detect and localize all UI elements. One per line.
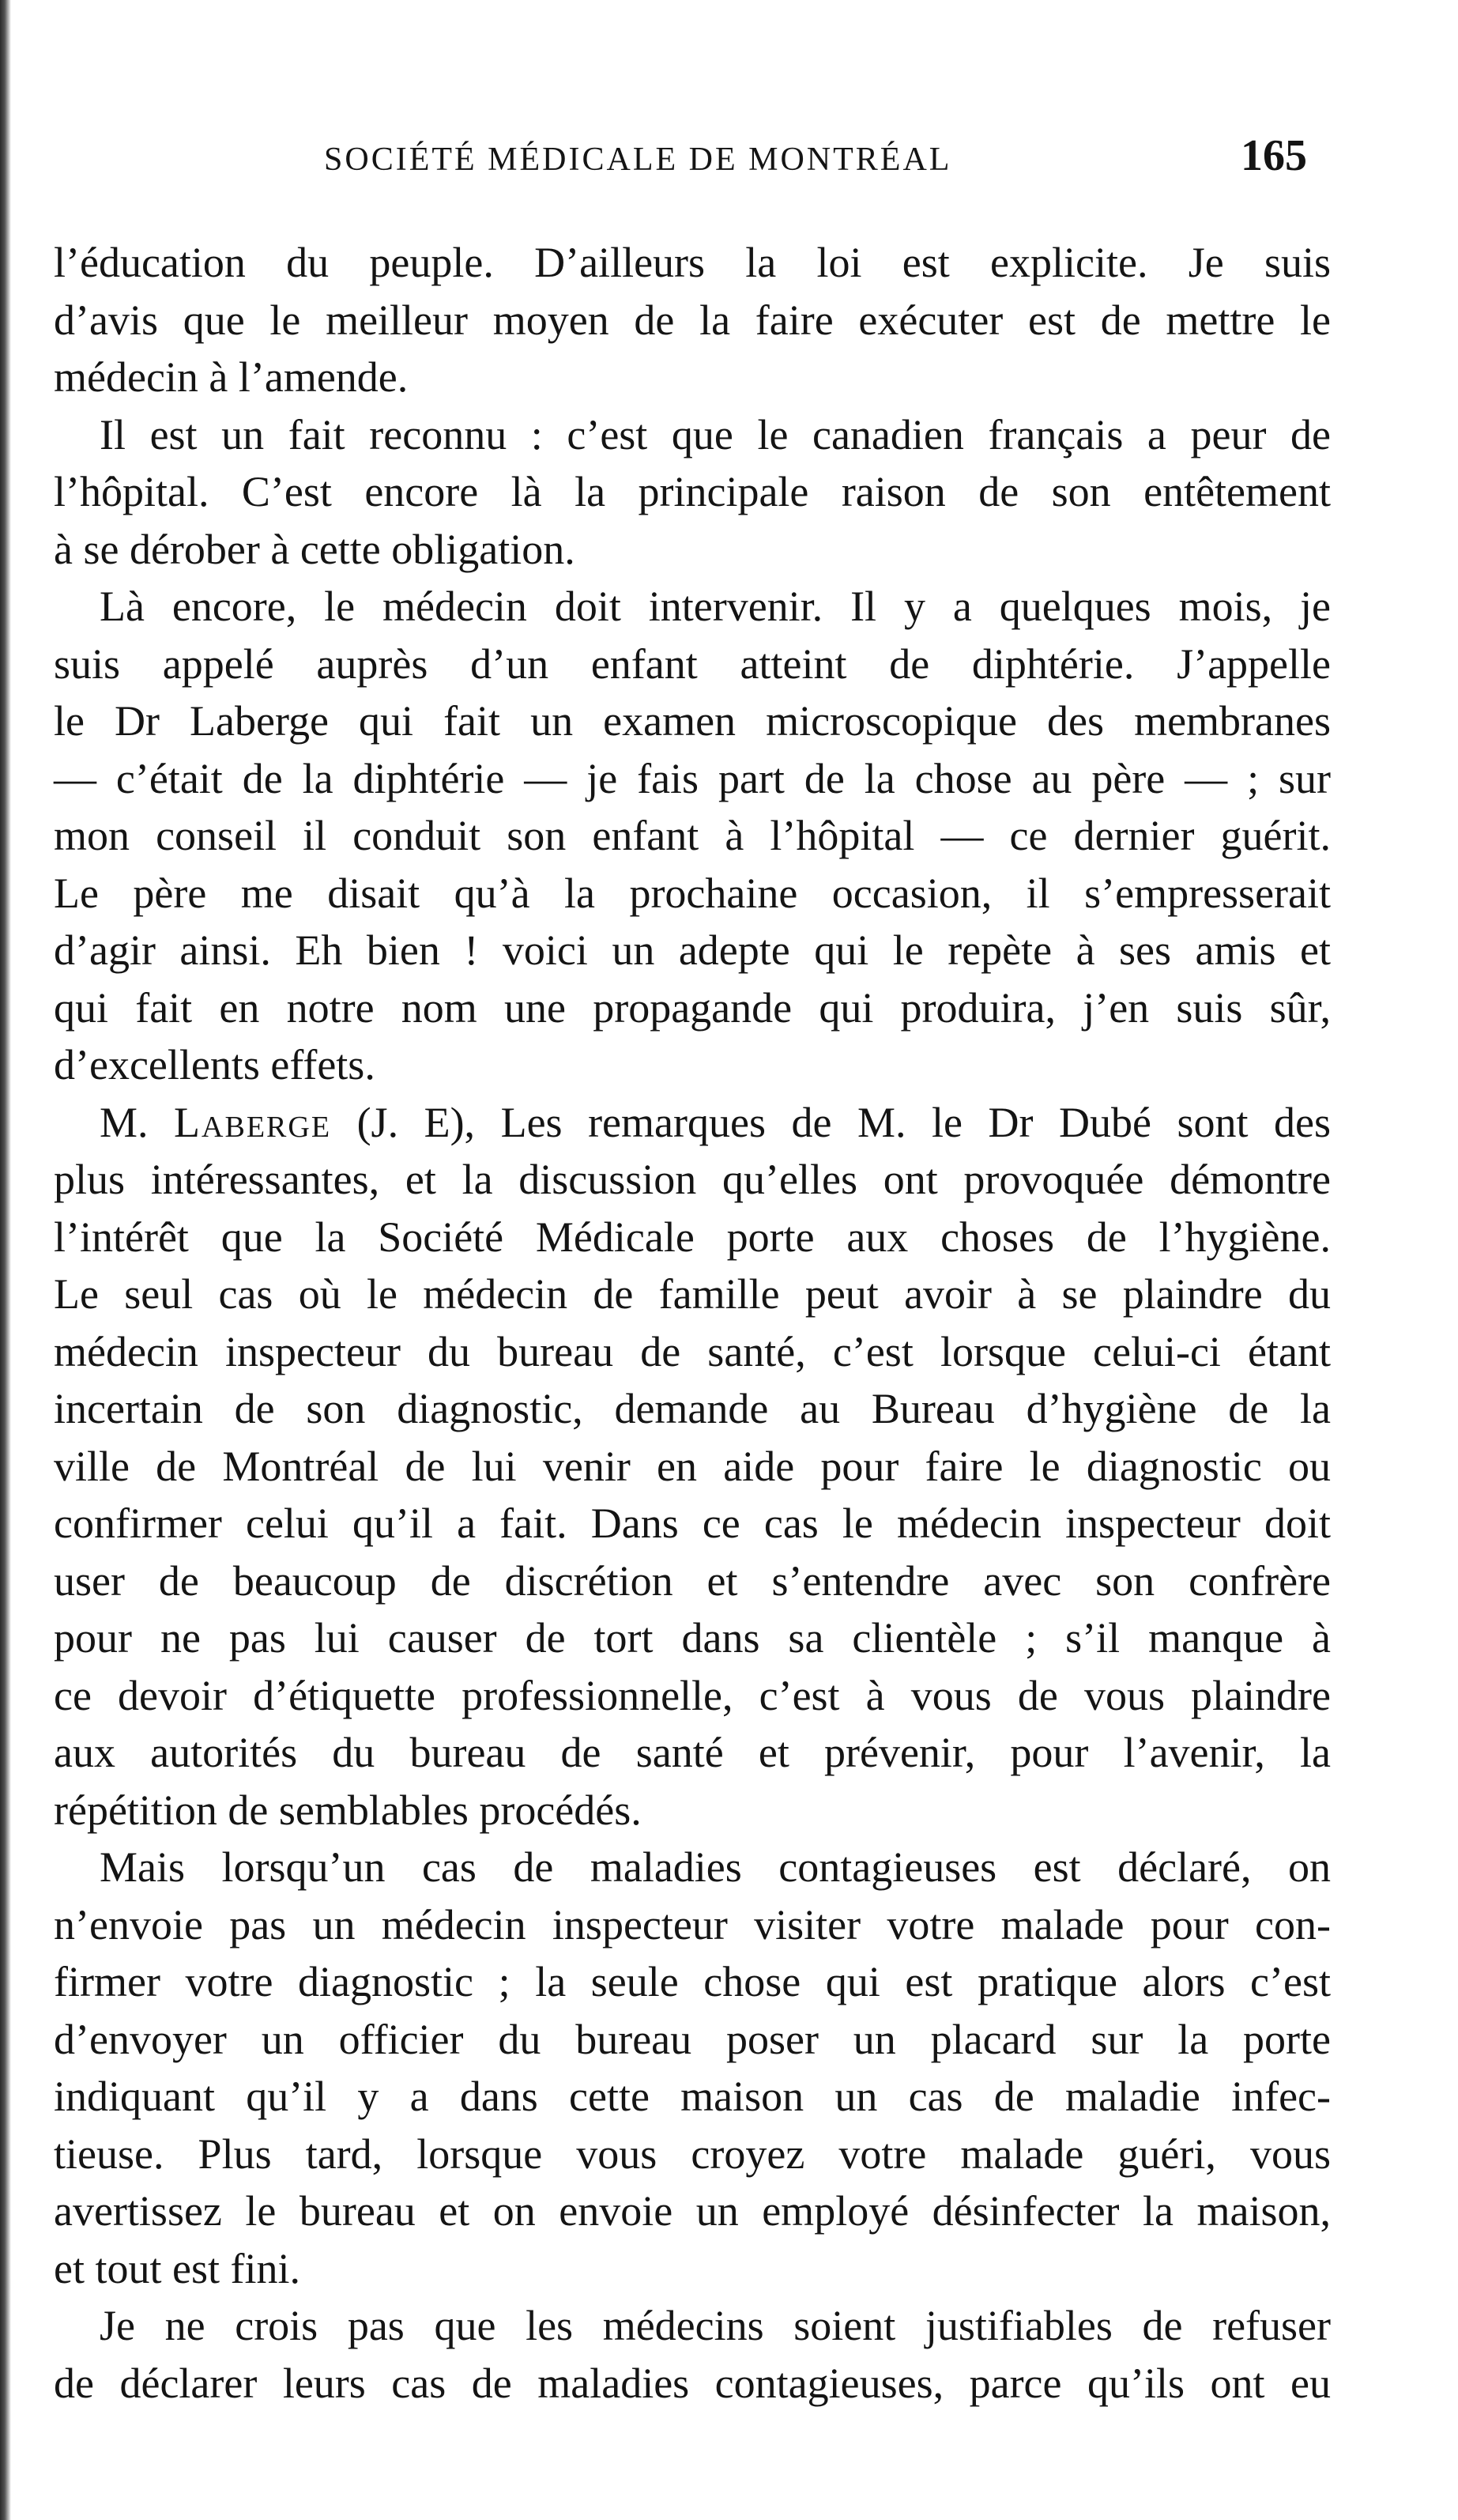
text-line: n’envoie pas un médecin inspecteur visiter votre malade pour con- [54,1900,1331,1948]
text-line: aux autorités du bureau de santé et prévenir, pour l’avenir, la [54,1729,1331,1776]
text-line: Le père me disait qu’à la prochaine occasion, il s’empresserait [54,869,1331,917]
text-line: d’avis que le meilleur moyen de la faire exécuter est de mettre le [54,296,1331,344]
text-line: user de beaucoup de discrétion et s’entendre avec son confrère [54,1556,1331,1605]
text-line: indiquant qu’il y a dans cette maison un cas de maladie infec- [54,2073,1331,2120]
text-line: de déclarer leurs cas de maladies contagieuses, parce qu’ils ont eu [54,2359,1331,2407]
text-line: d’excellents effets. [54,1041,375,1088]
text-line: et tout est fini. [54,2244,300,2292]
text-line: ce devoir d’étiquette professionnelle, c’est à vous de vous plaindre [54,1671,1331,1719]
text-line: qui fait en notre nom une propagande qui produira, j’en suis sûr, [54,983,1331,1032]
paragraph-4 [54,1094,1331,1839]
text-line: Mais lorsqu’un cas de maladies contagieuses est déclaré, on [100,1843,1331,1891]
page-number: 165 [1241,131,1307,180]
paragraph-1 [54,234,1331,406]
text-line: avertissez le bureau et on envoie un employé désinfecter la maison, [54,2187,1331,2235]
text-line: suis appelé auprès d’un enfant atteint de diphtérie. J’appelle [54,639,1331,688]
page-binding-edge [0,0,11,2520]
text-line: Le seul cas où le médecin de famille peut avoir à se plaindre du [54,1270,1331,1318]
paragraph-6 [54,2297,1331,2412]
text-line: — c’était de la diphtérie — je fais part de la chose au père — ; sur [54,754,1331,802]
text-line: l’hôpital. C’est encore là la principale raison de son entêtement [54,468,1331,515]
text-line: médecin à l’amende. [54,353,409,401]
running-head: SOCIÉTÉ MÉDICALE DE MONTRÉAL [324,141,952,178]
speaker-line-rest: (J. E), Les remarques de M. le Dr Dubé sont des [331,1098,1332,1146]
text-line: confirmer celui qu’il a fait. Dans ce cas le médecin inspecteur doit [54,1500,1331,1547]
text-line: à se dérober à cette obligation. [54,525,575,573]
text-line: médecin inspecteur du bureau de santé, c’est lorsque celui-ci étant [54,1327,1331,1375]
text-line: tieuse. Plus tard, lorsque vous croyez votre malade guéri, vous [54,2130,1331,2178]
text-line-speaker [54,1094,1331,1152]
paragraph-2 [54,406,1331,579]
text-line: Je ne crois pas que les médecins soient justifiables de refuser [100,2302,1331,2349]
paragraph-5 [54,1839,1331,2297]
text-line: l’intérêt que la Société Médicale porte aux choses de l’hygiène. [54,1213,1331,1261]
text-line: firmer votre diagnostic ; la seule chose qui est pratique alors c’est [54,1958,1331,2005]
speaker-prefix: M. [100,1098,175,1146]
body-text [54,234,1331,2412]
text-line: le Dr Laberge qui fait un examen microscopique des membranes [54,697,1331,745]
text-line: l’éducation du peuple. D’ailleurs la loi est explicite. Je suis [54,239,1331,286]
text-line: plus intéressantes, et la discussion qu’elles ont provoquée démontre [54,1156,1331,1203]
speaker-name: Laberge [174,1098,332,1146]
text-line: d’envoyer un officier du bureau poser un placard sur la porte [54,2015,1331,2063]
text-line: incertain de son diagnostic, demande au Bureau d’hygiène de la [54,1385,1331,1432]
text-line: Il est un fait reconnu : c’est que le canadien français a peur de [100,410,1331,458]
text-line: d’agir ainsi. Eh bien ! voici un adepte qui le repète à ses amis et [54,926,1331,974]
text-line: pour ne pas lui causer de tort dans sa clientèle ; s’il manque à [54,1614,1331,1662]
text-line: mon conseil il conduit son enfant à l’hôpital — ce dernier guérit. [54,812,1331,859]
text-line: ville de Montréal de lui venir en aide pour faire le diagnostic ou [54,1442,1331,1490]
text-line: Là encore, le médecin doit intervenir. Il y a quelques mois, je [100,583,1331,630]
paragraph-3 [54,578,1331,1094]
text-line: répétition de semblables procédés. [54,1786,642,1834]
